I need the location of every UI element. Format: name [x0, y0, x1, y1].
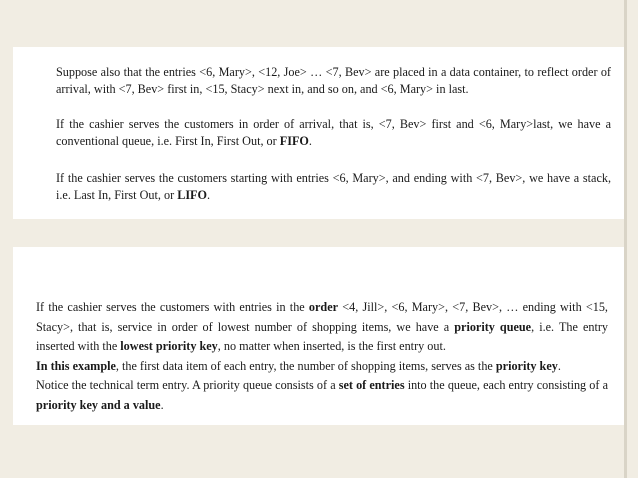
pq-order-term: order	[308, 300, 339, 314]
pq-key-and-value-term: priority key and a value	[36, 397, 161, 412]
paragraph-fifo	[56, 116, 611, 150]
pq-text-2: <4, Jill>, <6, Mary>, <7, Bev>, … ending with <15, Stacy>, that is, service in order of lowest number of shopping items, we have a	[36, 300, 608, 334]
paragraph-priority-queue	[36, 298, 608, 416]
pq-text-5: , the first data item of each entry, the number of shopping items, serves as the	[115, 358, 496, 373]
fifo-text: If the cashier serves the customers in order of arrival, that is, <7, Bev> first and <6, Mary>last, we have a conventional queue, i.e. First In, First Out, or	[56, 117, 611, 148]
lifo-period: .	[206, 188, 211, 202]
pq-lowest-priority-key-term: lowest priority key	[120, 339, 218, 354]
text-panel-priority-queue	[13, 247, 624, 425]
paragraph-arrival-order	[56, 64, 611, 98]
text-panel-fifo-lifo	[13, 47, 624, 219]
pq-text-4: , no matter when inserted, is the first entry out.	[217, 339, 446, 354]
pq-text-6: .	[557, 358, 561, 373]
slide-edge-divider	[624, 0, 627, 478]
pq-text-9: .	[160, 397, 164, 412]
pq-priority-key-term: priority key	[495, 358, 558, 373]
pq-text-7: Notice the technical term entry. A priority queue consists of a	[36, 378, 339, 393]
paragraph-arrival-order-text: Suppose also that the entries <6, Mary>, <12, Joe> … <7, Bev> are placed in a data container, to reflect order of arrival, with <7, Bev> first in, <15, Stacy> next in, and so on, and <6, Mary> in last.	[56, 65, 611, 96]
fifo-term: FIFO	[279, 134, 309, 148]
lifo-text: If the cashier serves the customers starting with entries <6, Mary>, and ending with <7, Bev>, we have a stack, i.e. Last In, First Out, or	[56, 171, 611, 202]
lifo-term: LIFO	[177, 188, 207, 202]
pq-priority-queue-term: priority queue	[454, 319, 532, 334]
pq-set-of-entries-term: set of entries	[338, 378, 405, 393]
pq-in-this-example-term: In this example	[36, 358, 116, 373]
paragraph-lifo	[56, 170, 611, 204]
fifo-period: .	[308, 134, 312, 148]
pq-text-8: into the queue, each entry consisting of a	[404, 378, 608, 393]
pq-text-1: If the cashier serves the customers with entries in the	[36, 300, 309, 314]
pq-text-3: , i.e. The entry inserted with the	[36, 319, 608, 354]
